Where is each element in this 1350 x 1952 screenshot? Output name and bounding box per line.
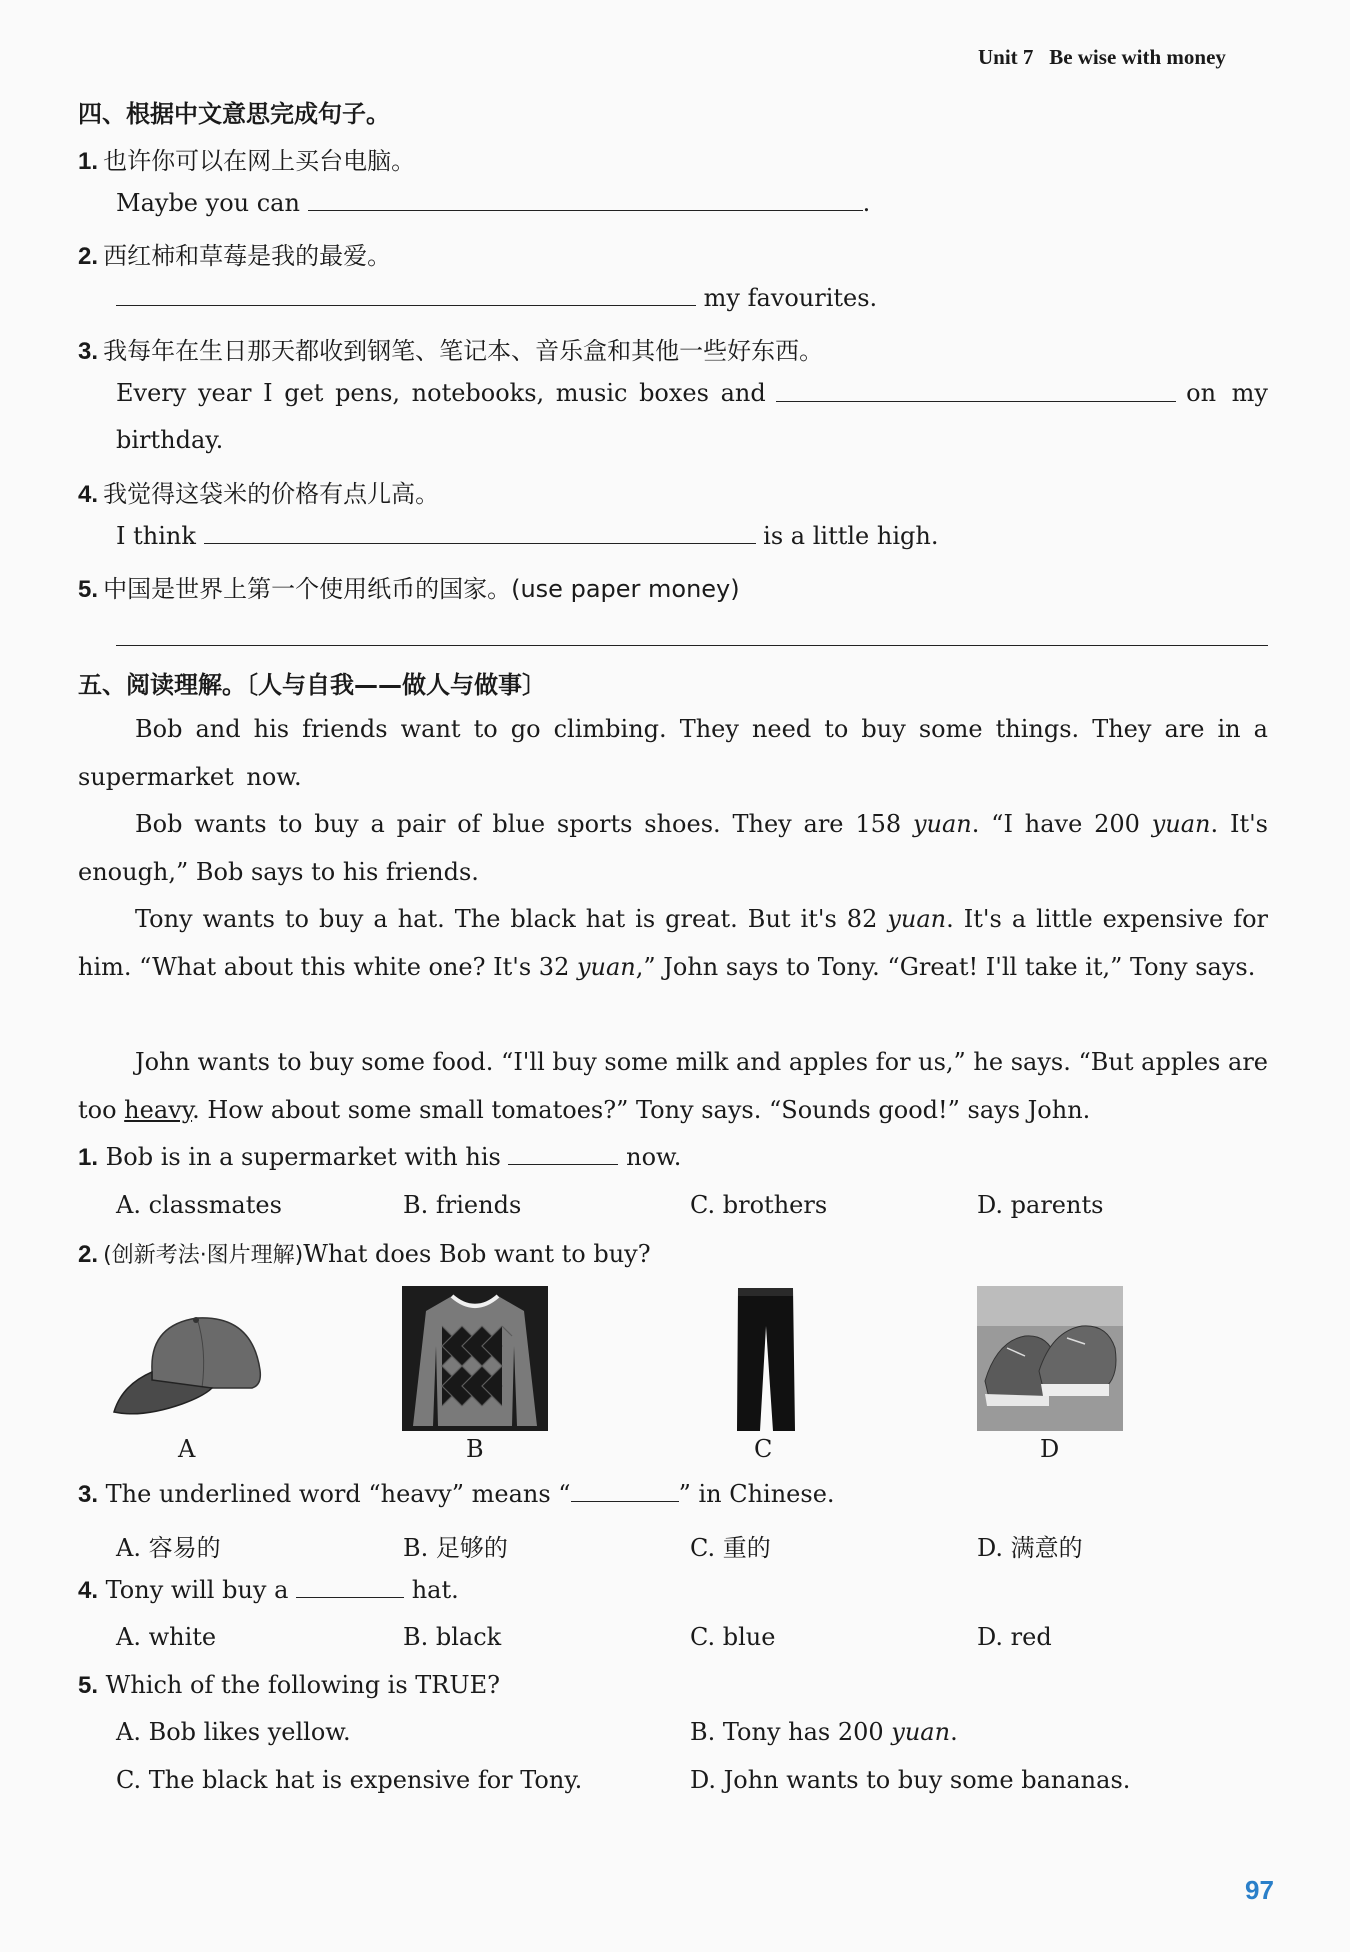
picture-label-c: C xyxy=(754,1435,773,1463)
s4-item-2-cn xyxy=(78,236,391,271)
sports-shoes-picture[interactable] xyxy=(977,1286,1123,1431)
sentence-start: I think xyxy=(116,522,196,550)
passage-paragraph-3 xyxy=(78,896,1268,991)
question-2 xyxy=(78,1238,651,1269)
question-text: Bob is in a supermarket with his xyxy=(105,1143,501,1171)
sentence-end: is a little high. xyxy=(763,522,939,550)
s4-item-1-cn xyxy=(78,141,415,176)
question-5 xyxy=(78,1671,500,1700)
answer-blank[interactable] xyxy=(308,190,863,211)
paragraph-text: . “I have 200 xyxy=(971,810,1152,838)
q4-option-b[interactable]: B. black xyxy=(403,1623,502,1651)
q1-option-c[interactable]: C. brothers xyxy=(690,1191,828,1219)
question-3 xyxy=(78,1480,835,1509)
paragraph-text: . How about some small tomatoes?” Tony says. “Sounds good!” says John. xyxy=(192,1095,1091,1124)
unit-title: Be wise with money xyxy=(1049,45,1226,69)
s4-item-3-en xyxy=(116,379,1268,407)
question-text: Which of the following is TRUE? xyxy=(105,1671,500,1699)
item-number: 5. xyxy=(78,576,99,603)
answer-blank[interactable] xyxy=(571,1481,679,1502)
passage-paragraph-1 xyxy=(78,706,1268,801)
q5-option-d[interactable]: D. John wants to buy some bananas. xyxy=(690,1766,1131,1794)
underlined-word: heavy xyxy=(124,1095,193,1124)
sentence-end: . xyxy=(862,189,871,217)
running-header xyxy=(978,45,1226,70)
answer-blank[interactable] xyxy=(116,285,696,306)
option-text: B. Tony has 200 xyxy=(690,1718,892,1746)
q5-option-a[interactable]: A. Bob likes yellow. xyxy=(116,1718,351,1746)
picture-label-a: A xyxy=(178,1435,196,1463)
chinese-sentence: 中国是世界上第一个使用纸币的国家。(use paper money) xyxy=(103,575,740,603)
chinese-sentence: 我每年在生日那天都收到钢笔、笔记本、音乐盒和其他一些好东西。 xyxy=(103,337,824,365)
s4-item-1-en xyxy=(116,189,870,217)
question-number: 3. xyxy=(78,1481,99,1508)
item-number: 3. xyxy=(78,338,99,365)
item-number: 4. xyxy=(78,481,99,508)
answer-line[interactable] xyxy=(116,645,1268,646)
paragraph-text: Bob and his friends want to go climbing. They need to buy some things. They are in a supermarket now. xyxy=(78,715,1268,791)
section-4-title: 四、根据中文意思完成句子。 xyxy=(78,100,390,128)
question-tag: (创新考法·图片理解) xyxy=(103,1243,304,1268)
paragraph-text: ,” John says to Tony. “Great! I'll take it,” Tony says. xyxy=(635,952,1256,981)
paragraph-text: Bob wants to buy a pair of blue sports shoes. They are 158 xyxy=(135,810,913,838)
paragraph-text: Tony wants to buy a hat. The black hat is great. But it's 82 xyxy=(135,905,888,933)
yuan-word: yuan xyxy=(891,1718,951,1746)
answer-blank[interactable] xyxy=(296,1577,404,1598)
question-text: hat. xyxy=(411,1576,459,1604)
question-number: 2. xyxy=(78,1241,99,1268)
picture-label-b: B xyxy=(466,1435,484,1463)
answer-blank[interactable] xyxy=(776,381,1176,402)
yuan-word: yuan xyxy=(912,810,972,838)
cap-picture[interactable] xyxy=(112,1300,262,1425)
trousers-picture[interactable] xyxy=(733,1286,798,1431)
passage-paragraph-4 xyxy=(78,1039,1268,1134)
item-number: 1. xyxy=(78,148,99,175)
s4-item-2-en xyxy=(116,284,877,312)
q3-option-d[interactable]: D. 满意的 xyxy=(977,1534,1083,1562)
sentence-end: my favourites. xyxy=(703,284,878,312)
question-text: The underlined word “heavy” means “ xyxy=(105,1480,571,1508)
paragraph-text: . It's a little expensive for him. “What about this white one? It's 32 xyxy=(78,905,1268,981)
unit-label: Unit 7 xyxy=(978,45,1034,69)
sentence-start: Maybe you can xyxy=(116,189,300,217)
question-text: ” in Chinese. xyxy=(678,1480,835,1508)
question-text: What does Bob want to buy? xyxy=(303,1240,651,1268)
question-number: 4. xyxy=(78,1577,99,1604)
q5-option-c[interactable]: C. The black hat is expensive for Tony. xyxy=(116,1766,583,1794)
item-number: 2. xyxy=(78,243,99,270)
chinese-sentence: 我觉得这袋米的价格有点儿高。 xyxy=(103,480,440,508)
yuan-word: yuan xyxy=(576,952,636,981)
question-1 xyxy=(78,1143,681,1172)
question-number: 5. xyxy=(78,1672,99,1699)
q1-option-a[interactable]: A. classmates xyxy=(116,1191,282,1219)
answer-blank[interactable] xyxy=(508,1144,618,1165)
question-4 xyxy=(78,1576,459,1605)
question-text: now. xyxy=(626,1143,682,1171)
sentence-start: Every year I get pens, notebooks, music boxes and xyxy=(116,379,766,407)
answer-blank[interactable] xyxy=(204,523,756,544)
q4-option-a[interactable]: A. white xyxy=(116,1623,217,1651)
q3-option-a[interactable]: A. 容易的 xyxy=(116,1534,221,1562)
option-text: . xyxy=(950,1718,958,1746)
q3-option-b[interactable]: B. 足够的 xyxy=(403,1534,508,1562)
question-number: 1. xyxy=(78,1144,99,1171)
sweater-picture[interactable] xyxy=(402,1286,548,1431)
question-text: Tony will buy a xyxy=(105,1576,289,1604)
s4-item-3-en-line2: birthday. xyxy=(116,426,224,454)
sentence-end: on my xyxy=(1186,379,1268,407)
q4-option-d[interactable]: D. red xyxy=(977,1623,1052,1651)
chinese-sentence: 也许你可以在网上买台电脑。 xyxy=(103,147,416,175)
s4-item-4-cn xyxy=(78,474,439,509)
yuan-word: yuan xyxy=(887,905,947,933)
q4-option-c[interactable]: C. blue xyxy=(690,1623,776,1651)
q1-option-d[interactable]: D. parents xyxy=(977,1191,1104,1219)
section-5-title: 五、阅读理解。〔人与自我——做人与做事〕 xyxy=(78,671,546,699)
q3-option-c[interactable]: C. 重的 xyxy=(690,1534,771,1562)
s4-item-4-en xyxy=(116,522,938,550)
passage-paragraph-2 xyxy=(78,801,1268,896)
chinese-sentence: 西红柿和草莓是我的最爱。 xyxy=(103,242,392,270)
paragraph-text: . It's enough,” Bob says to his friends. xyxy=(78,810,1269,886)
paragraph-text: John wants to buy some food. “I'll buy some milk and apples for us,” he says. “But apples are too xyxy=(78,1048,1268,1124)
page-number: 97 xyxy=(1245,1875,1274,1905)
yuan-word: yuan xyxy=(1151,810,1211,838)
s4-item-3-cn xyxy=(78,331,823,366)
picture-label-d: D xyxy=(1040,1435,1060,1463)
q5-option-b[interactable] xyxy=(690,1718,958,1746)
q1-option-b[interactable]: B. friends xyxy=(403,1191,522,1219)
s4-item-5-cn xyxy=(78,569,740,604)
